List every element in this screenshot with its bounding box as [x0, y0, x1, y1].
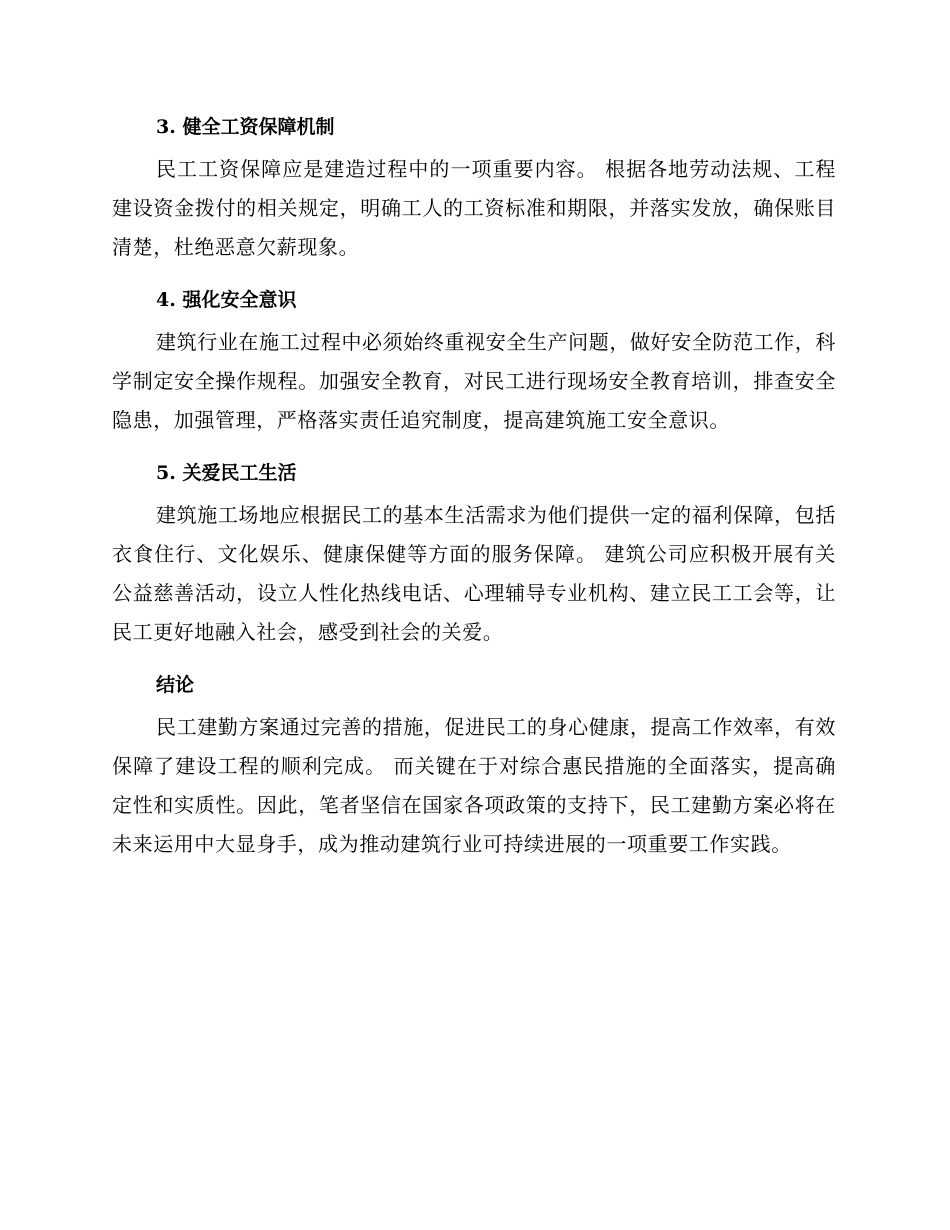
- section-heading-wage-guarantee: 3. 健全工资保障机制: [156, 116, 335, 138]
- section-heading-worker-welfare: 5. 关爱民工生活: [156, 462, 297, 484]
- section-heading-conclusion: 结论: [156, 674, 195, 696]
- section-body-worker-welfare: 建筑施工场地应根据民工的基本生活需求为他们提供一定的福利保障，包括衣食住行、文化娱乐、健康保健等方面的服务保障。 建筑公司应积极开展有关公益慈善活动，设立人性化热线电话、心理辅导专业机构、建立民工工会等，让民工更好地融入社会，感受到社会的关爱。: [112, 503, 836, 644]
- section-body-conclusion: 民工建勤方案通过完善的措施，促进民工的身心健康，提高工作效率，有效保障了建设工程的顺利完成。 而关键在于对综合惠民措施的全面落实，提高确定性和实质性。因此，笔者坚信在国家各项政策的支持下，民工建勤方案必将在未来运用中大显身手，成为推动建筑行业可持续进展的一项重要工作实践。: [112, 715, 836, 856]
- document-page: [112, 104, 836, 874]
- section-body-wage-guarantee: 民工工资保障应是建造过程中的一项重要内容。 根据各地劳动法规、工程建设资金拨付的相关规定，明确工人的工资标准和期限，并落实发放，确保账目清楚，杜绝恶意欠薪现象。: [112, 157, 836, 259]
- section-heading-safety-awareness: 4. 强化安全意识: [156, 289, 297, 311]
- section-body-safety-awareness: 建筑行业在施工过程中必须始终重视安全生产问题，做好安全防范工作，科学制定安全操作规程。加强安全教育，对民工进行现场安全教育培训，排查安全隐患，加强管理，严格落实责任追究制度，提高建筑施工安全意识。: [112, 330, 836, 432]
